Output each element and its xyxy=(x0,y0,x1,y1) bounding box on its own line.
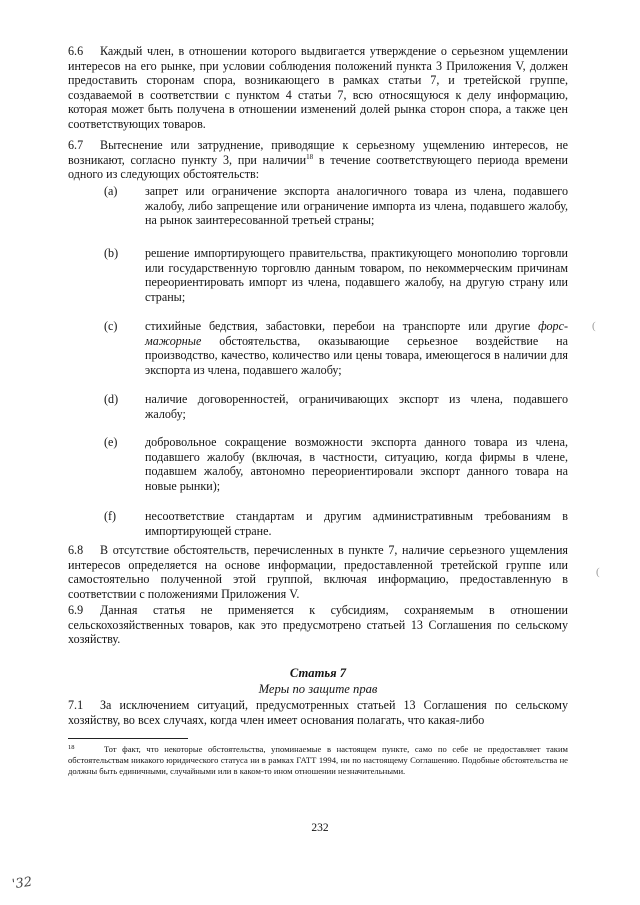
paragraph-number: 7.1 xyxy=(68,698,84,712)
article-title: Статья 7 xyxy=(289,666,347,680)
scan-speck: ( xyxy=(592,320,596,332)
paragraph-7-1 xyxy=(68,698,568,727)
paragraph-text: За исключением ситуаций, предусмотренных статьей 13 Соглашения по сельскому хозяйству, во всех случаях, когда член имеет основания полагать, что какая-либо xyxy=(68,698,568,727)
list-item-text: несоответствие стандартам и другим административным требованиям в импортирующей стране. xyxy=(145,509,568,538)
footnote-text: Тот факт, что некоторые обстоятельства, упоминаемые в настоящем пункте, само по себе не предоставляет таким обстоятельствам никакого юридического статуса ни в рамках ГАТТ 1994, ни по настоящему Соглашению. Подобные обстоятельства не должны быть единичными, случайными или в каком-то ином отношении незначительными. xyxy=(68,744,568,777)
paragraph-text-continued: в течение соответствующего периода времени одного из следующих обстоятельств: xyxy=(68,152,568,182)
footnote-separator xyxy=(68,738,188,739)
paragraph-text: Вытеснение или затруднение, приводящие к серьезному ущемлению интересов, не возникают, согласно пункту 3, при наличии xyxy=(68,138,568,167)
footnote-reference[interactable]: 18 xyxy=(306,152,314,161)
paragraph-text: В отсутствие обстоятельств, перечисленных в пункте 7, наличие серьезного ущемления интересов определяется на основе информации, предоставленной третейской группе или самостоятельно полученной этой группой, включая информацию, предоставленную в соответствии с положениями Приложения V. xyxy=(68,543,568,601)
list-item-text: наличие договоренностей, ограничивающих экспорт из члена, подавшего жалобу; xyxy=(145,392,568,421)
paragraph-number: 6.8 xyxy=(68,543,84,557)
footnote-number: 18 xyxy=(68,744,75,751)
paragraph-6-8 xyxy=(68,543,568,601)
list-item-text: добровольное сокращение возможности экспорта данного товара из члена, подавшего жалобу (включая, в частности, ситуацию, когда фирмы в члене, подавшем жалобу, автономно переориентировали экспорт данного товара на новые рынки); xyxy=(145,435,568,493)
paragraph-text: Данная статья не применяется к субсидиям, сохраняемым в отношении сельскохозяйственных товаров, как это предусмотрено статьей 13 Соглашения по сельскому хозяйству. xyxy=(68,603,568,647)
scan-speck: ( xyxy=(596,566,600,578)
list-item-label: (b) xyxy=(104,246,119,260)
list-item-label: (e) xyxy=(104,435,118,449)
list-item-text: запрет или ограничение экспорта аналогичного товара из члена, подавшего жалобу, либо запрещение или ограничение импорта из члена, подавшего жалобу, на рынок заинтересованной третьей страны; xyxy=(145,184,568,228)
paragraph-6-7 xyxy=(68,138,568,182)
paragraph-number: 6.7 xyxy=(68,138,84,152)
article-subtitle: Меры по защите прав xyxy=(258,682,378,696)
list-item-label: (d) xyxy=(104,392,119,406)
list-item-text: решение импортирующего правительства, практикующего монополию торговли или государственную торговлю данным товаром, по некоммерческим причинам переориентировать импорт из члена, подавшего жалобу, на другую страну или страны; xyxy=(145,246,568,304)
list-item-label: (c) xyxy=(104,319,118,333)
paragraph-6-6 xyxy=(68,44,568,132)
paragraph-number: 6.9 xyxy=(68,603,84,617)
paragraph-number: 6.6 xyxy=(68,44,84,58)
footnote-18 xyxy=(68,744,568,778)
emphasis-text: форс-мажорные xyxy=(145,319,568,348)
list-item-label: (f) xyxy=(104,509,117,523)
list-item-text: стихийные бедствия, забастовки, перебои на транспорте или другие форс-мажорные обстоятельства, оказывающие серьезное воздействие на производство, качество, количество или цены товара, имеющегося в наличии для экспорта из члена, подавшего жалобу; xyxy=(145,319,568,377)
page-number: 232 xyxy=(311,822,329,834)
paragraph-6-9 xyxy=(68,603,568,647)
paragraph-text: Каждый член, в отношении которого выдвигается утверждение о серьезном ущемлении интересов на его рынке, при условии соблюдения положений пункта 3 Приложения V, должен предоставить сторонам спора, возникающего в рамках статьи 7, и третейской группе, создаваемой в соответствии с пунктом 4 статьи 7, всю относящуюся к делу информацию, которая может быть получена в отношении изменений долей рынка сторон спора, а также цен соответствующих товаров. xyxy=(68,44,568,131)
handwritten-mark: '32 xyxy=(11,874,34,893)
list-item-label: (a) xyxy=(104,184,118,198)
